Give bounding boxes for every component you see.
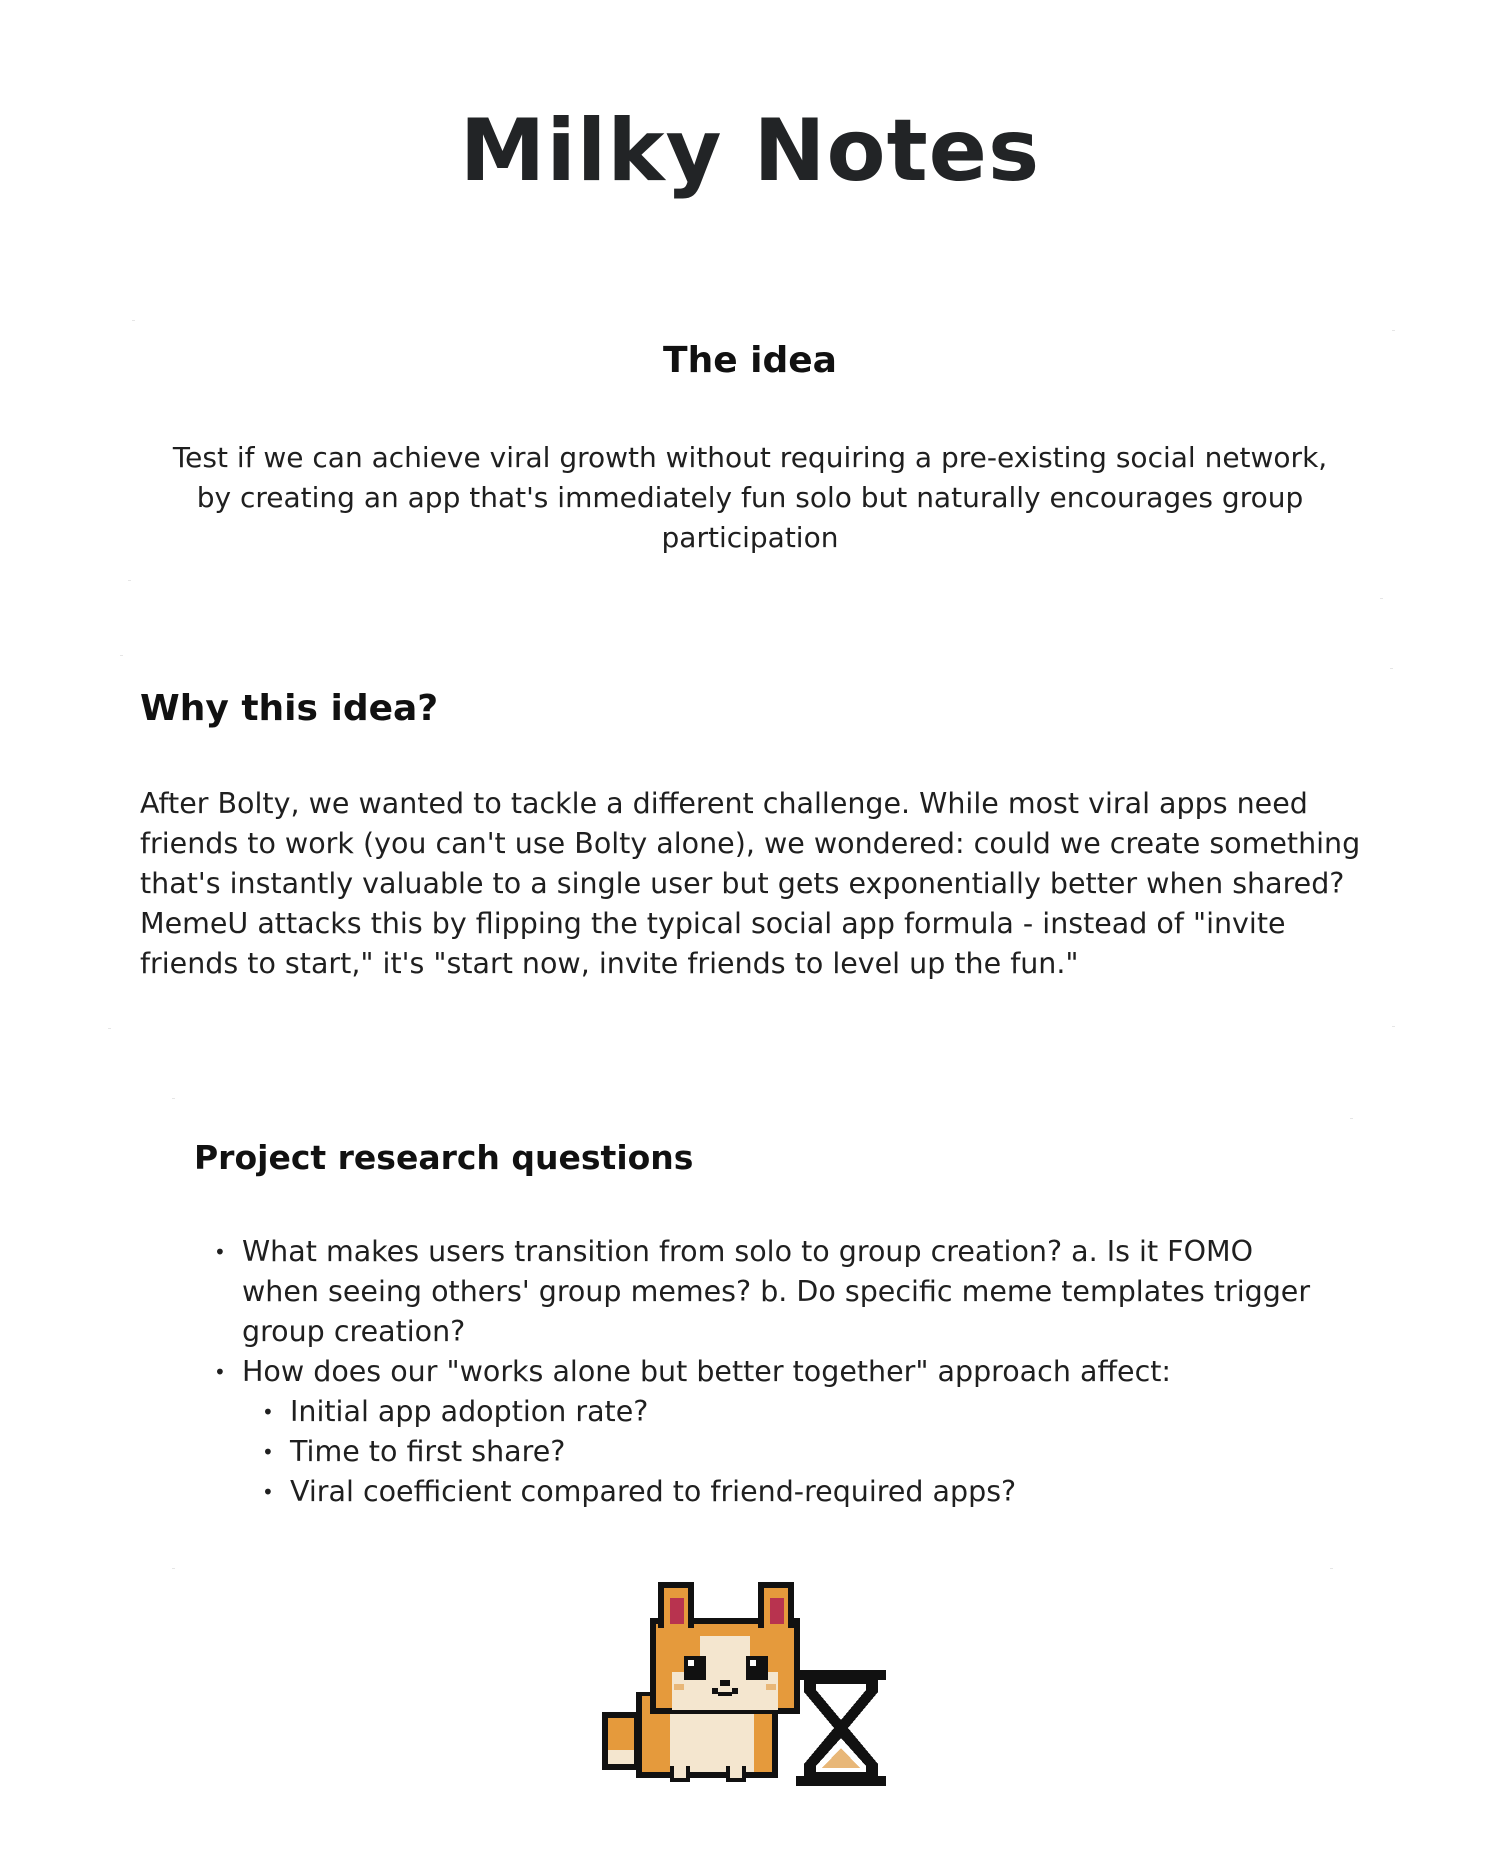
sub-list-item xyxy=(242,1392,1324,1432)
decorative-speck xyxy=(1330,1568,1333,1569)
list-item-text: What makes users transition from solo to group creation? a. Is it FOMO when seeing others' group memes? b. Do specific meme templates trigger group creation? xyxy=(242,1235,1311,1348)
list-item xyxy=(194,1352,1324,1512)
decorative-speck xyxy=(1380,598,1383,599)
bullet-icon: • xyxy=(262,1400,274,1424)
sub-list-item xyxy=(242,1432,1324,1472)
decorative-speck xyxy=(128,580,131,581)
idea-heading: The idea xyxy=(663,340,837,381)
cat-icon xyxy=(602,1582,800,1782)
research-question-list xyxy=(194,1232,1324,1512)
hourglass-icon xyxy=(796,1670,886,1786)
idea-text: Test if we can achieve viral growth without requiring a pre-existing social network, by creating an app that's immediately fun solo but naturally encourages group participation xyxy=(172,441,1328,554)
decorative-speck xyxy=(108,1028,111,1029)
why-heading: Why this idea? xyxy=(140,688,439,729)
decorative-speck xyxy=(132,320,135,321)
page-title: Milky Notes xyxy=(459,101,1041,201)
decorative-speck xyxy=(1350,1118,1353,1119)
sub-list-item xyxy=(242,1472,1324,1512)
decorative-speck xyxy=(1392,1026,1395,1027)
decorative-speck xyxy=(172,1098,175,1099)
bullet-icon: • xyxy=(262,1480,274,1504)
list-item xyxy=(194,1232,1324,1352)
sub-list-item-text: Time to first share? xyxy=(290,1435,566,1468)
research-heading: Project research questions xyxy=(194,1138,694,1177)
sub-list-item-text: Viral coefficient compared to friend-required apps? xyxy=(290,1475,1017,1508)
decorative-speck xyxy=(120,655,123,656)
why-text: After Bolty, we wanted to tackle a different challenge. While most viral apps need friends to work (you can't use Bolty alone), we wondered: could we create something that's instantly valuable to a single user but gets exponentially better when shared? MemeU attacks this by flipping the typical social app formula - instead of "invite friends to start," it's "start now, invite friends to level up the fun." xyxy=(140,787,1361,980)
decorative-speck xyxy=(172,1568,175,1569)
decorative-speck xyxy=(1390,668,1393,669)
pixel-cat-with-hourglass-icon xyxy=(600,1580,890,1800)
sub-list-item-text: Initial app adoption rate? xyxy=(290,1395,649,1428)
decorative-speck xyxy=(1392,330,1395,331)
list-item-text: How does our "works alone but better together" approach affect: xyxy=(242,1355,1172,1388)
bullet-icon: • xyxy=(214,1360,226,1384)
bullet-icon: • xyxy=(262,1440,274,1464)
sub-question-list xyxy=(242,1392,1324,1512)
bullet-icon: • xyxy=(214,1240,226,1264)
